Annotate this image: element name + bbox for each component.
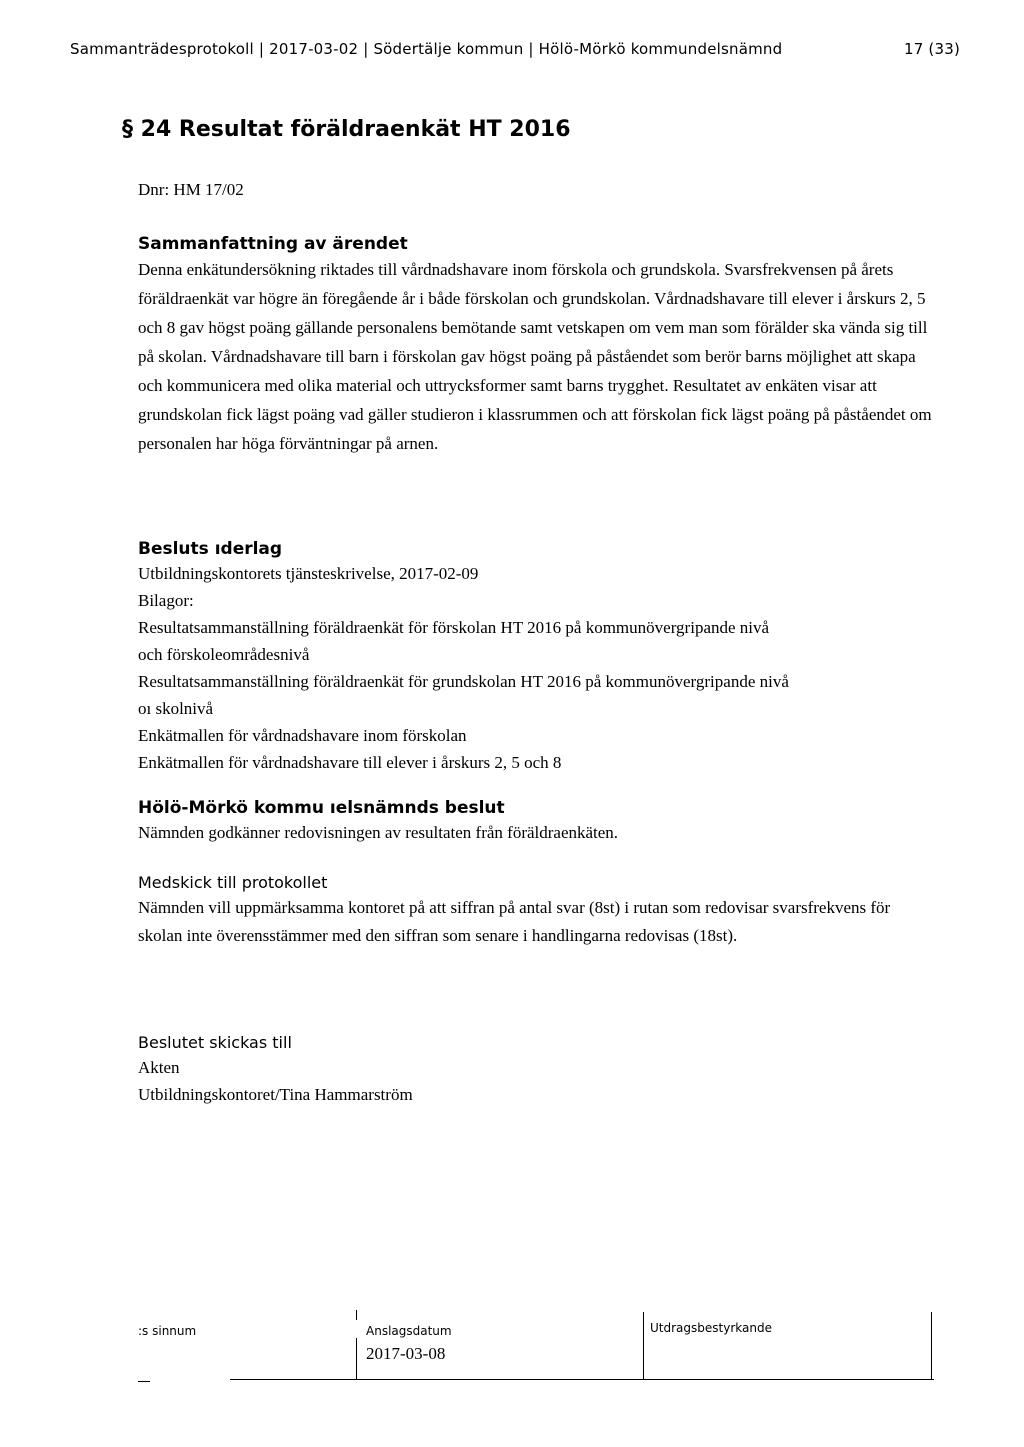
protocol-note-text: Nämnden vill uppmärksamma kontoret på att siffran på antal svar (8st) i rutan som redovisar svarsfrekvens för skolan inte överensstämmer med den siffran som senare i handlingarna redovisas (18st). — [138, 898, 891, 945]
signature-footer — [138, 1308, 934, 1382]
list-item: och förskoleområdesnivå — [138, 645, 310, 664]
recipients-section — [138, 1032, 938, 1108]
board-decision-section — [138, 797, 938, 846]
list-item: Resultatsammanställning föräldraenkät för förskolan HT 2016 på kommunövergripande nivå — [138, 618, 770, 637]
decision-basis-list — [138, 560, 938, 776]
posting-date: 2017-03-08 — [366, 1344, 446, 1363]
page-number: 17 (33) — [903, 40, 960, 58]
divider — [931, 1312, 932, 1380]
board-decision-text: Nämnden godkänner redovisningen av resultaten från föräldraenkäten. — [138, 823, 619, 842]
list-item: Enkätmallen för vårdnadshavare inom förskolan — [138, 726, 467, 745]
summary-text: Denna enkätundersökning riktades till vårdnadshavare inom förskola och grundskola. Svarsfrekvensen på årets föräldraenkät var högre än föregående år i både förskolan och grundskolan. Vårdnadshavare till elever i årskurs 2, 5 och 8 gav högst poäng gällande personalens bemötande samt vetskapen om vem man som förälder ska vända sig till på skolan. Vårdnadshavare till barn i förskolan gav högst poäng på påståendet som berör barns möjlighet att skapa och kommunicera med olika material och uttrycksformer samt barns trygghet. Resultatet av enkäten visar att grundskolan fick lägst poäng vad gäller studieron i klassrummen och att förskolan fick lägst poäng på påståendet om personalen har höga förväntningar på arnen. — [138, 260, 932, 453]
extract-certification-label: Utdragsbestyrkande — [650, 1321, 772, 1335]
case-number: Dnr: HM 17/02 — [138, 180, 244, 199]
decision-basis-section — [138, 538, 938, 776]
list-item: oı skolnivå — [138, 699, 214, 718]
list-item: Resultatsammanställning föräldraenkät för grundskolan HT 2016 på kommunövergripande nivå — [138, 672, 789, 691]
divider — [230, 1379, 934, 1380]
divider — [356, 1310, 357, 1320]
protocol-note-heading: Medskick till protokollet — [138, 873, 328, 892]
list-item: Enkätmallen för vårdnadshavare till elever i årskurs 2, 5 och 8 — [138, 753, 562, 772]
page-header — [70, 40, 960, 58]
divider — [643, 1312, 644, 1380]
summary-heading: Sammanfattning av ärendet — [138, 234, 408, 254]
list-item: Bilagor: — [138, 591, 194, 610]
divider — [356, 1338, 357, 1380]
section-title: § 24 Resultat föräldraenkät HT 2016 — [122, 117, 571, 142]
header-title: Sammanträdesprotokoll | 2017-03-02 | Södertälje kommun | Hölö-Mörkö kommundelsnämnd — [70, 40, 783, 58]
recipients-heading: Beslutet skickas till — [138, 1033, 292, 1052]
signature-label: :s sinnum — [138, 1324, 197, 1338]
list-item: Utbildningskontoret/Tina Hammarström — [138, 1085, 413, 1104]
posting-date-label: Anslagsdatum — [366, 1324, 452, 1338]
summary-section — [138, 233, 938, 458]
divider — [138, 1381, 150, 1382]
decision-basis-heading: Besluts ıderlag — [138, 539, 283, 559]
list-item: Akten — [138, 1058, 180, 1077]
protocol-note-section — [138, 872, 938, 949]
recipients-list — [138, 1054, 938, 1108]
board-decision-heading: Hölö-Mörkö kommu ıelsnämnds beslut — [138, 798, 505, 818]
list-item: Utbildningskontorets tjänsteskrivelse, 2017-02-09 — [138, 564, 479, 583]
